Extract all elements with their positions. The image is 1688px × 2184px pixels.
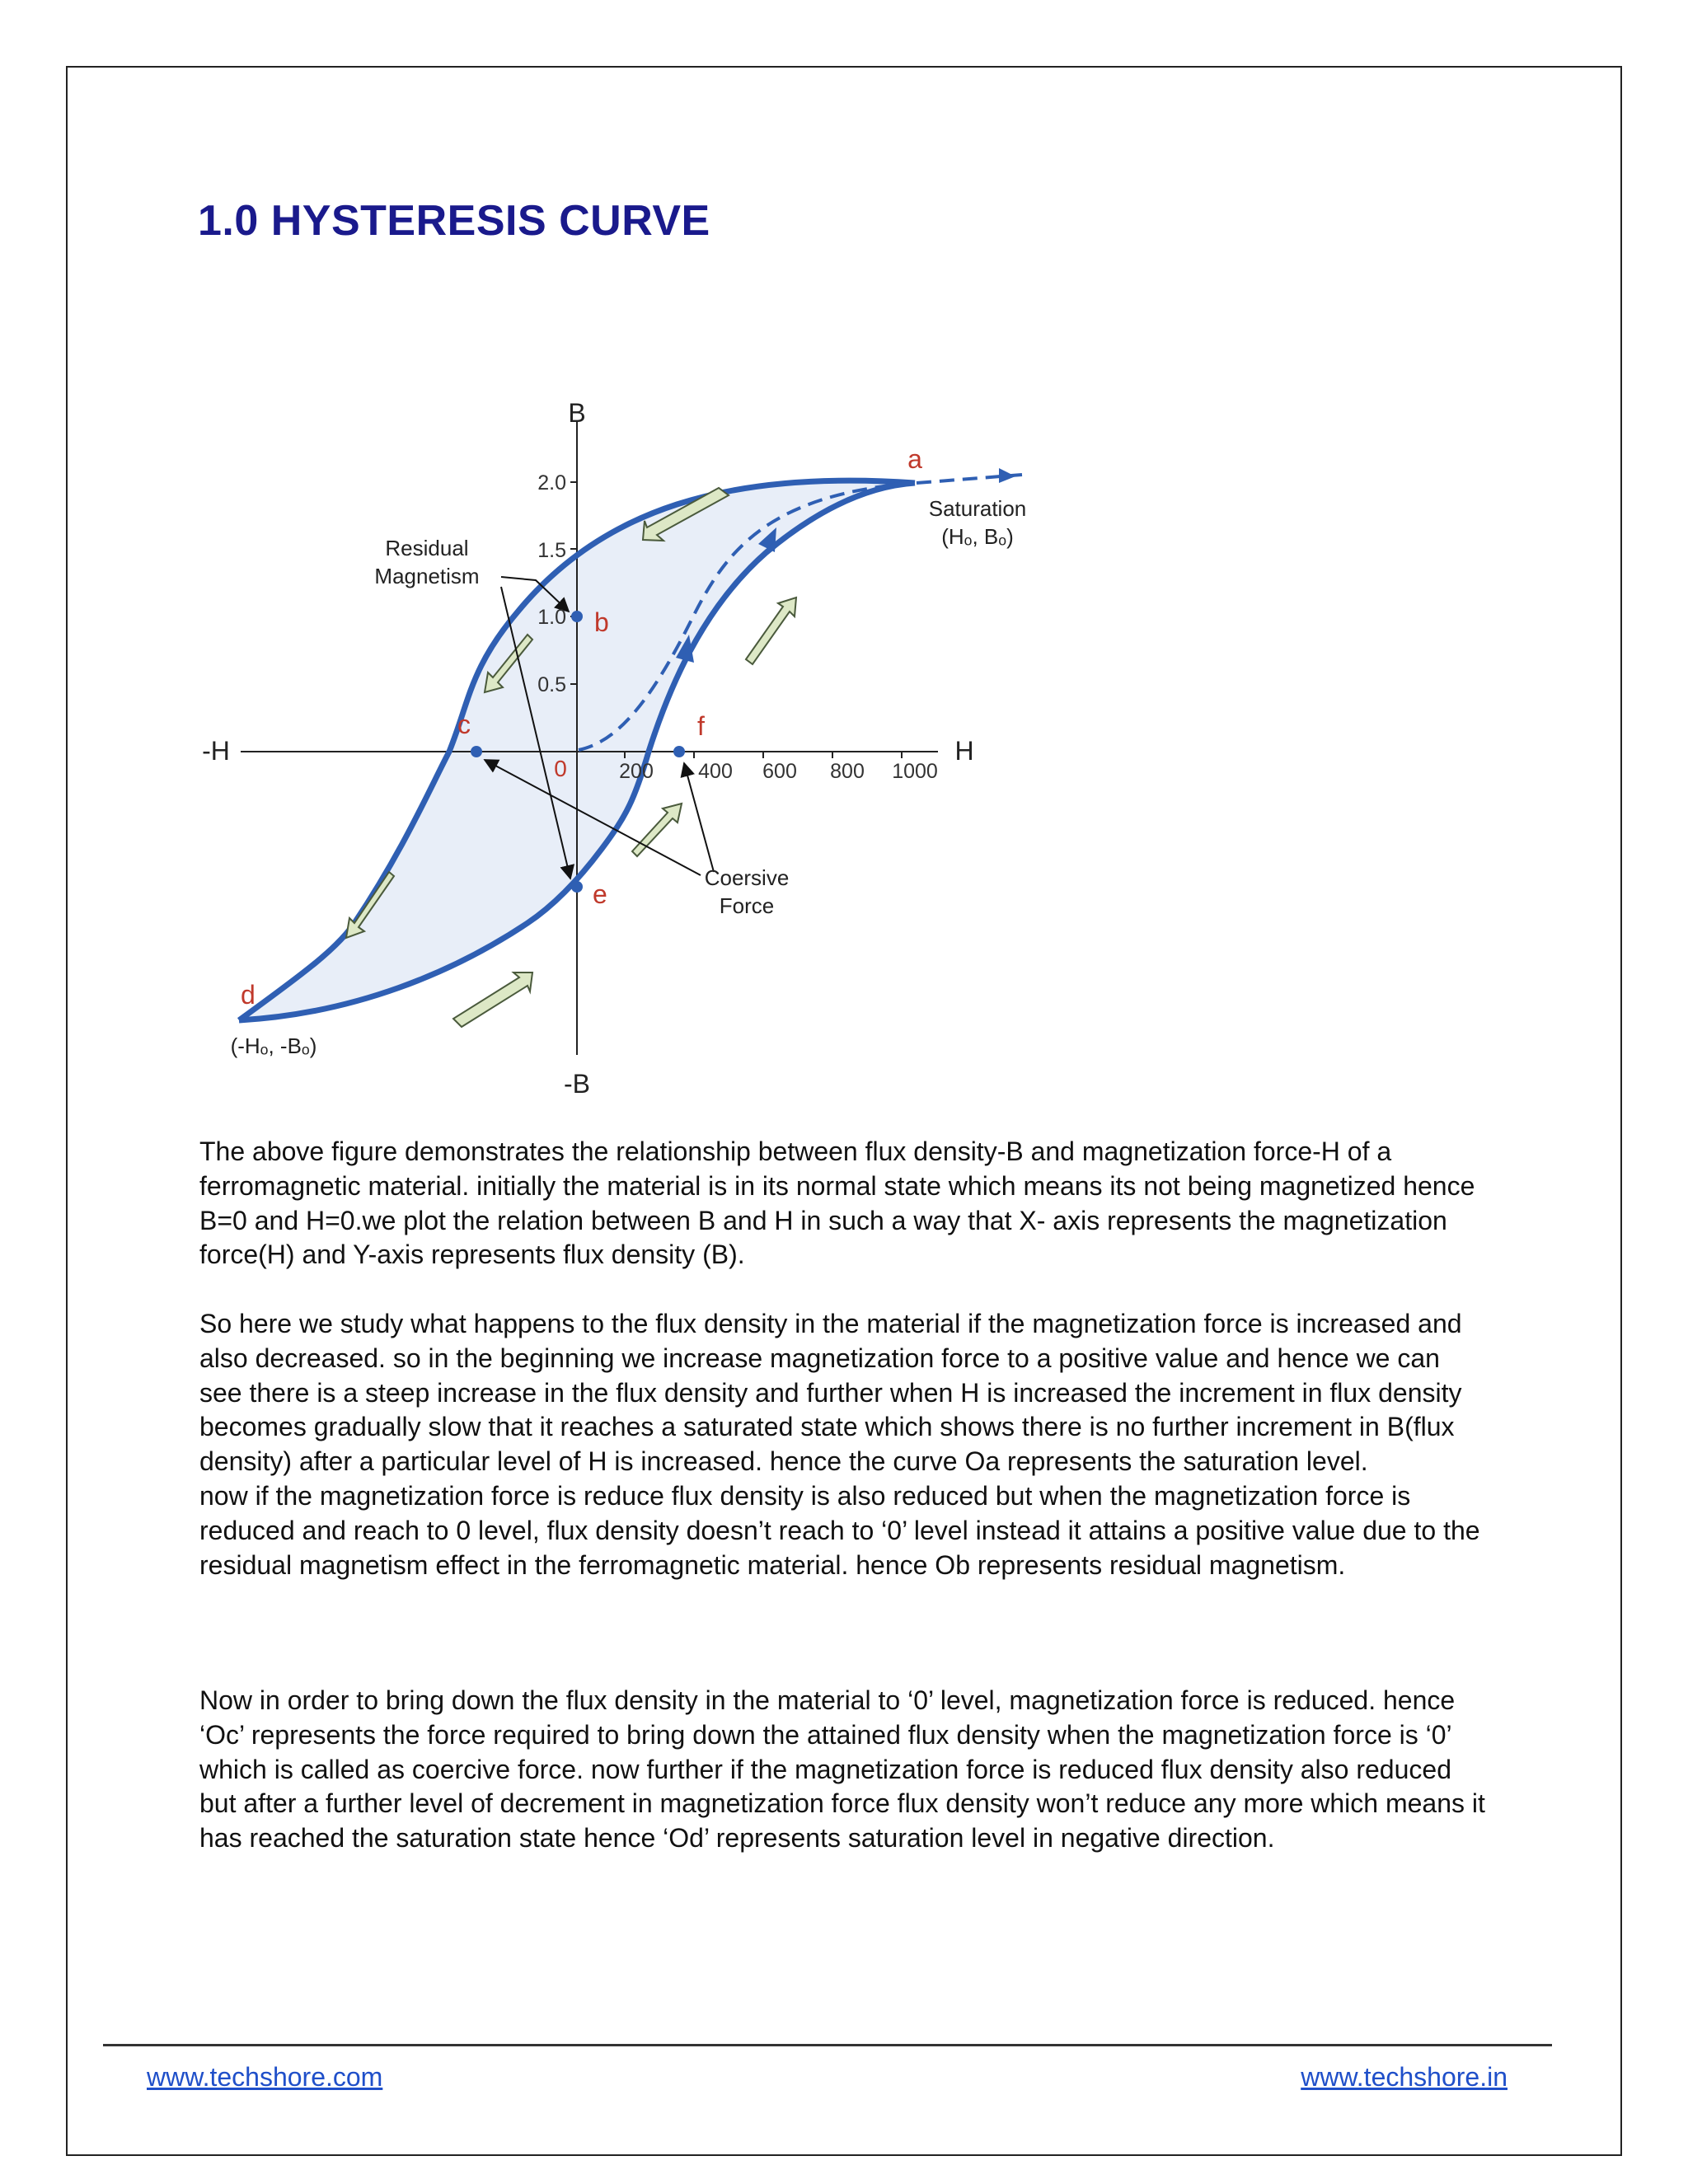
label-e: e — [593, 879, 607, 909]
coercive-label-1: Coersive — [704, 865, 790, 890]
x-tick-200: 200 — [619, 760, 654, 783]
label-b: b — [594, 607, 609, 637]
hysteresis-diagram — [190, 396, 1071, 1104]
neg-b-axis-label: -B — [564, 1069, 590, 1099]
x-tick-400: 400 — [698, 760, 733, 783]
dashed-arrowhead-right — [999, 468, 1015, 483]
label-a: a — [907, 444, 922, 474]
page-title: 1.0 HYSTERESIS CURVE — [198, 197, 710, 245]
hysteresis-figure — [190, 396, 1071, 1104]
saturation-coords: (Hₒ, Bₒ) — [941, 524, 1014, 549]
neg-h-axis-label: -H — [202, 736, 230, 766]
x-tick-1000: 1000 — [892, 760, 938, 783]
residual-label-1: Residual — [385, 536, 469, 560]
arrow-bottom-right — [453, 972, 532, 1027]
footer-link-com[interactable]: www.techshore.com — [147, 2062, 383, 2092]
label-c: c — [457, 710, 471, 739]
arrow-right-up — [746, 598, 796, 664]
label-d: d — [241, 980, 256, 1010]
paragraph-intro: The above figure demonstrates the relationship between flux density-B and magnetization force-H of a ferromagnetic material. initially the material is in its normal state which means its not being magnetized hence B=0 and H=0.we plot the relation between B and H in such a way that X- axis represents the magnetization force(H) and Y-axis represents flux density (B). — [199, 1137, 1475, 1270]
paragraph-saturation-text: So here we study what happens to the flux density in the material if the magnetization force is increased and also decreased. so in the beginning we increase magnetization force to a positive value and hence we can see there is a steep increase in the flux density and further when H is increased the increment in flux density becomes gradually slow that it reaches a saturated state which shows there is no further increment in B(flux density) after a particular level of H is increased. hence the curve Oa represents the saturation level. — [199, 1309, 1462, 1477]
b-axis-label: B — [568, 398, 586, 428]
paragraph-residual-text: now if the magnetization force is reduce flux density is also reduced but when the magnetization force is reduced and reach to 0 level, flux density doesn’t reach to ‘0’ level instead it attains a positive value due to the residual magnetism effect in the ferromagnetic material. hence Ob represents residual magnetism. — [199, 1480, 1480, 1580]
y-tick-1.5: 1.5 — [537, 539, 566, 562]
point-c — [471, 746, 482, 757]
arrow-lower-right — [632, 804, 682, 856]
point-f — [673, 746, 685, 757]
point-e — [571, 881, 583, 893]
footer-link-in[interactable]: www.techshore.in — [1301, 2062, 1507, 2092]
footer-divider — [103, 2044, 1552, 2046]
paragraph-coercive: Now in order to bring down the flux density in the material to ‘0’ level, magnetization force is reduced. hence ‘Oc’ represents the force required to bring down the attained flux density when the magnetization force is ‘0’ which is called as coercive force. now further if the magnetization force is reduced flux density also reduced but after a further level of decrement in magnetization force flux density won’t reduce any more which means it has reached the saturation state hence ‘Od’ represents saturation level in negative direction. — [199, 1685, 1485, 1854]
coercive-label-2: Force — [719, 893, 775, 918]
y-tick-0.5: 0.5 — [537, 673, 566, 696]
label-f: f — [697, 711, 705, 741]
x-tick-600: 600 — [762, 760, 797, 783]
origin-label: 0 — [554, 756, 567, 781]
y-tick-1.0: 1.0 — [537, 606, 566, 629]
neg-saturation-coords: (-Hₒ, -Bₒ) — [230, 1033, 317, 1058]
saturation-label: Saturation — [928, 496, 1027, 521]
h-axis-label: H — [954, 736, 974, 766]
x-tick-800: 800 — [830, 760, 865, 783]
residual-label-2: Magnetism — [374, 564, 480, 588]
paragraph-saturation — [199, 1307, 1485, 1582]
y-tick-2.0: 2.0 — [537, 471, 566, 494]
point-b — [571, 611, 583, 622]
